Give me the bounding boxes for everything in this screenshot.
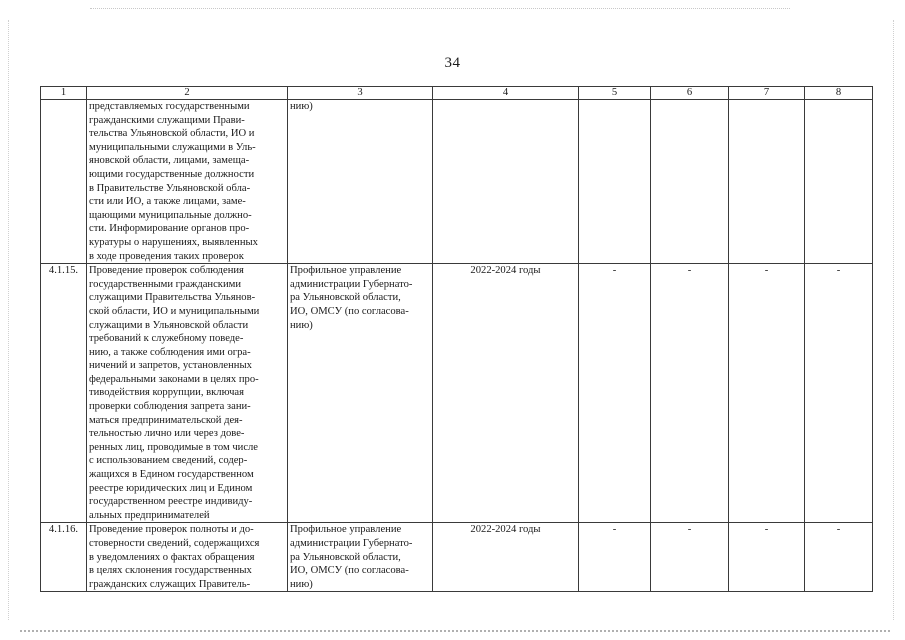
description-line: яновской области, лицами, замеща-: [89, 155, 250, 167]
description-line: федеральными законами в целях про-: [89, 373, 259, 385]
scan-artifact-bottom: [20, 630, 890, 633]
period-cell: [433, 100, 579, 264]
executor-line: ИО, ОМСУ (по согласова-: [290, 565, 409, 577]
table-row: [41, 100, 873, 264]
executor-line: Профильное управление: [290, 265, 402, 277]
description-line: в ходе проведения таких проверок: [89, 250, 244, 262]
description-line: тиводействия коррупции, включая: [89, 387, 244, 399]
funding-cell-c6: [651, 100, 729, 264]
funding-cell-c5: [579, 100, 651, 264]
description-line: ской области, ИО и муниципальными: [89, 305, 260, 317]
executor-cell: [288, 100, 433, 264]
column-header: 8: [805, 87, 873, 100]
description-line: гражданских служащих Правитель-: [89, 578, 251, 590]
description-line: тельства Ульяновской области, ИО и: [89, 128, 255, 140]
funding-cell-c8: -: [805, 523, 873, 592]
page-number: 34: [444, 55, 461, 71]
description-line: в целях склонения государственных: [89, 565, 252, 577]
executor-line: Профильное управление: [290, 524, 402, 536]
description-line: маться предпринимательской дея-: [89, 414, 243, 426]
description-line: служащими в Ульяновской области: [89, 319, 249, 331]
scan-artifact-right: [893, 20, 895, 620]
executor-line: нию): [290, 578, 313, 590]
description-line: Проведение проверок полноты и до-: [89, 524, 254, 536]
description-line: сти или ИО, а также лицами, заме-: [89, 196, 246, 208]
description-line: государственном реестре индивиду-: [89, 496, 253, 508]
column-header: 4: [433, 87, 579, 100]
description-line: нию, а также соблюдения ими огра-: [89, 346, 251, 358]
column-header: 5: [579, 87, 651, 100]
description-line: проверки соблюдения запрета зани-: [89, 401, 251, 413]
measure-description-cell: [87, 100, 288, 264]
description-line: реестре юридических лиц и Едином: [89, 482, 253, 494]
executor-line: администрации Губернато-: [290, 538, 413, 549]
description-line: стоверности сведений, содержащихся: [89, 538, 260, 549]
funding-cell-c7: -: [729, 523, 805, 592]
table-header-row: [41, 87, 873, 100]
scan-artifact-left: [8, 20, 10, 620]
measure-description-cell: [87, 264, 288, 523]
description-line: муниципальными служащими в Уль-: [89, 141, 256, 153]
funding-cell-c5: -: [579, 264, 651, 523]
executor-line: нию): [290, 101, 313, 112]
funding-cell-c7: -: [729, 264, 805, 523]
measures-table: [40, 86, 873, 592]
funding-cell-c8: -: [805, 264, 873, 523]
table-row: [41, 523, 873, 592]
item-number-cell: 4.1.16.: [41, 523, 87, 592]
description-line: ренных лиц, проводимые в том числе: [89, 441, 259, 453]
funding-cell-c8: [805, 100, 873, 264]
description-line: тельностью лично или через дове-: [89, 428, 245, 440]
funding-cell-c5: -: [579, 523, 651, 592]
item-number-cell: 4.1.15.: [41, 264, 87, 523]
description-line: в уведомлениях о фактах обращения: [89, 551, 255, 563]
description-line: служащими Правительства Ульянов-: [89, 292, 256, 304]
column-header: 3: [288, 87, 433, 100]
description-line: сти. Информирование органов про-: [89, 223, 250, 235]
measure-description-cell: [87, 523, 288, 592]
scan-artifact-top: [90, 8, 790, 10]
period-cell: 2022-2024 годы: [433, 523, 579, 592]
description-line: Проведение проверок соблюдения: [89, 265, 244, 277]
item-number-cell: [41, 100, 87, 264]
description-line: требований к служебному поведе-: [89, 333, 244, 345]
executor-cell: [288, 264, 433, 523]
description-line: государственными гражданскими: [89, 278, 241, 290]
description-line: с использованием сведений, содер-: [89, 455, 248, 467]
description-line: в Правительстве Ульяновской обла-: [89, 182, 251, 194]
executor-line: администрации Губернато-: [290, 278, 413, 290]
description-line: куратуры о нарушениях, выявленных: [89, 236, 258, 248]
column-header: 2: [87, 87, 288, 100]
description-line: жащихся в Едином государственном: [89, 469, 254, 481]
description-line: представляемых государственными: [89, 101, 250, 112]
executor-line: ра Ульяновской области,: [290, 292, 401, 304]
period-cell: 2022-2024 годы: [433, 264, 579, 523]
description-line: гражданскими служащими Прави-: [89, 114, 245, 126]
column-header: 6: [651, 87, 729, 100]
description-line: ющими государственные должности: [89, 168, 255, 180]
executor-cell: [288, 523, 433, 592]
executor-line: нию): [290, 319, 313, 331]
column-header: 1: [41, 87, 87, 100]
description-line: альных предпринимателей: [89, 509, 210, 521]
description-line: щающими муниципальные должно-: [89, 209, 252, 221]
executor-line: ра Ульяновской области,: [290, 551, 401, 563]
funding-cell-c6: -: [651, 264, 729, 523]
column-header: 7: [729, 87, 805, 100]
executor-line: ИО, ОМСУ (по согласова-: [290, 305, 409, 317]
table-row: [41, 264, 873, 523]
description-line: ничений и запретов, установленных: [89, 360, 252, 372]
funding-cell-c6: -: [651, 523, 729, 592]
funding-cell-c7: [729, 100, 805, 264]
